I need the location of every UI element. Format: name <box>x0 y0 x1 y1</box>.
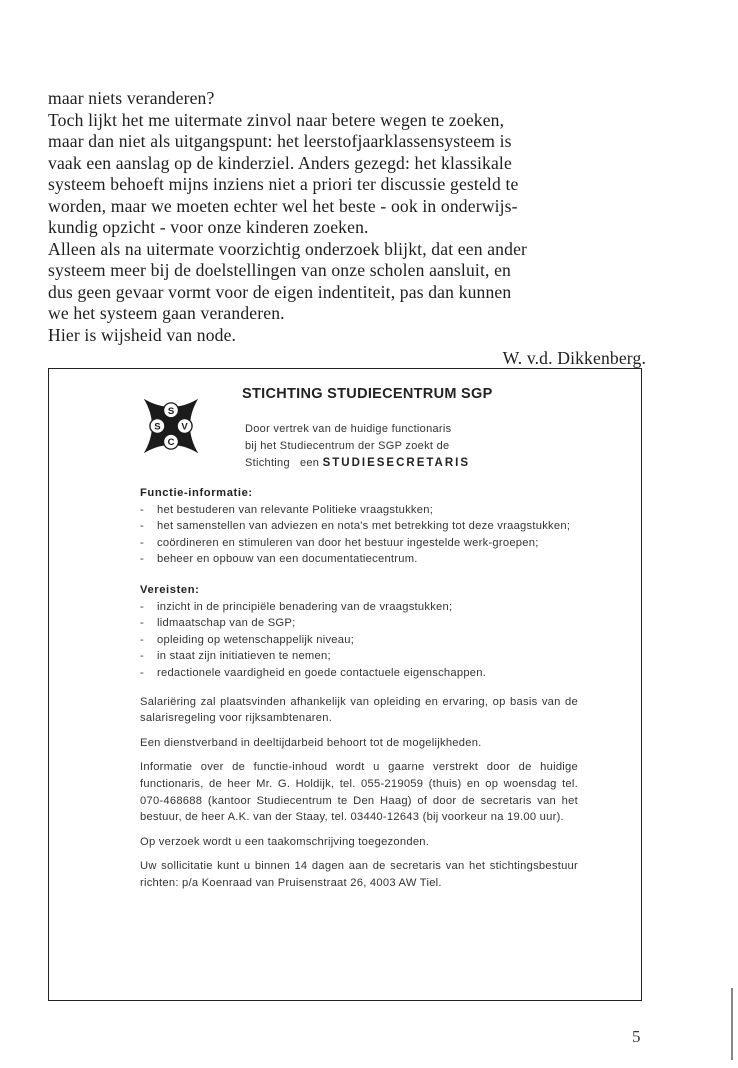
intro-paragraph-2 <box>48 239 646 325</box>
article-text <box>48 88 646 370</box>
list-item: - het samenstellen van adviezen en nota's met betrekking tot deze vraagstukken; <box>140 518 578 535</box>
text-line: vaak een aanslag op de kinderziel. Anders gezegd: het klassikale <box>48 152 512 173</box>
vacancy-announcement <box>245 421 545 472</box>
text-line: maar niets veranderen? <box>48 88 215 108</box>
vacancy-line: Stichting een <box>245 457 320 469</box>
text-line: we het systeem gaan veranderen. <box>48 303 285 323</box>
list-item: - het bestuderen van relevante Politieke vraagstukken; <box>140 502 578 519</box>
advertisement-body <box>140 485 578 891</box>
list-item: - opleiding op wetenschappelijk niveau; <box>140 632 578 649</box>
vacancy-position: STUDIESECRETARIS <box>322 457 471 469</box>
author-signature: W. v.d. Dikkenberg. <box>502 348 646 368</box>
text-line: maar dan niet als uitgangspunt: het leerstofjaarklassensysteem is <box>48 131 512 151</box>
closing-line: Hier is wijsheid van node. <box>48 324 237 345</box>
functie-heading: Functie-informatie: <box>140 487 253 499</box>
logo-letter: S <box>154 421 161 433</box>
list-item: - in staat zijn initiatieven te nemen; <box>140 648 578 665</box>
sgp-logo-icon <box>137 392 205 460</box>
text-line: systeem behoeft mijns inziens niet a priori ter discussie gesteld te <box>48 174 519 194</box>
list-item: - redactionele vaardigheid en goede contactuele eigenschappen. <box>140 665 578 682</box>
description-paragraph: Op verzoek wordt u een taakomschrijving toegezonden. <box>140 835 430 848</box>
logo-letter: V <box>181 421 188 433</box>
contact-paragraph: Informatie over de functie-inhoud wordt u gaarne verstrekt door de huidige functionaris, de heer Mr. G. Holdijk, tel. 055-219059 (thuis) en op woensdag tel. 070-468688 (kantoor Studiecentrum te Den Haag) of door de secretaris van het bestuur, de heer A.K. van der Staay, tel. 03440-12643 (bij voorkeur na 19.00 uur). <box>140 761 578 824</box>
text-line: Toch lijkt het me uitermate zinvol naar betere wegen te zoeken, <box>48 109 505 130</box>
organization-title: STICHTING STUDIECENTRUM SGP <box>242 386 493 402</box>
page-number: 5 <box>632 1027 641 1046</box>
page-edge-line <box>731 988 733 1060</box>
intro-paragraph-1 <box>48 88 646 239</box>
vacancy-line: Door vertrek van de huidige functionaris <box>245 423 452 435</box>
logo-letter: C <box>167 437 175 449</box>
text-line: systeem meer bij de doelstellingen van onze scholen aansluit, en <box>48 260 511 280</box>
vereisten-list <box>140 599 578 682</box>
text-line: dus geen gevaar vormt voor de eigen indentiteit, pas dan kunnen <box>48 281 512 302</box>
parttime-paragraph: Een dienstverband in deeltijdarbeid behoort tot de mogelijkheden. <box>140 736 482 749</box>
salary-paragraph: Salariëring zal plaatsvinden afhankelijk van opleiding en ervaring, op basis van de salarisregeling voor rijksambtenaren. <box>140 695 578 725</box>
vereisten-heading: Vereisten: <box>140 583 200 596</box>
list-item: - coördineren en stimuleren van door het bestuur ingestelde werk-groepen; <box>140 535 578 552</box>
list-item: - lidmaatschap van de SGP; <box>140 615 578 632</box>
list-item: - inzicht in de principiële benadering van de vraagstukken; <box>140 599 578 616</box>
application-paragraph: Uw sollicitatie kunt u binnen 14 dagen aan de secretaris van het stichtingsbestuur richten: p/a Koenraad van Pruisenstraat 26, 4003 AW Tiel. <box>140 860 578 889</box>
text-line: worden, maar we moeten echter wel het beste - ook in onderwijs- <box>48 195 518 216</box>
list-item: - beheer en opbouw van een documentatiecentrum. <box>140 551 578 568</box>
text-line: kundig opzicht - voor onze kinderen zoeken. <box>48 217 369 237</box>
job-advertisement <box>48 368 642 1001</box>
text-line: Alleen als na uitermate voorzichtig onderzoek blijkt, dat een ander <box>48 238 528 259</box>
logo-letter: S <box>167 405 175 417</box>
vacancy-line: bij het Studiecentrum der SGP zoekt de <box>245 440 450 452</box>
functie-list <box>140 502 578 568</box>
